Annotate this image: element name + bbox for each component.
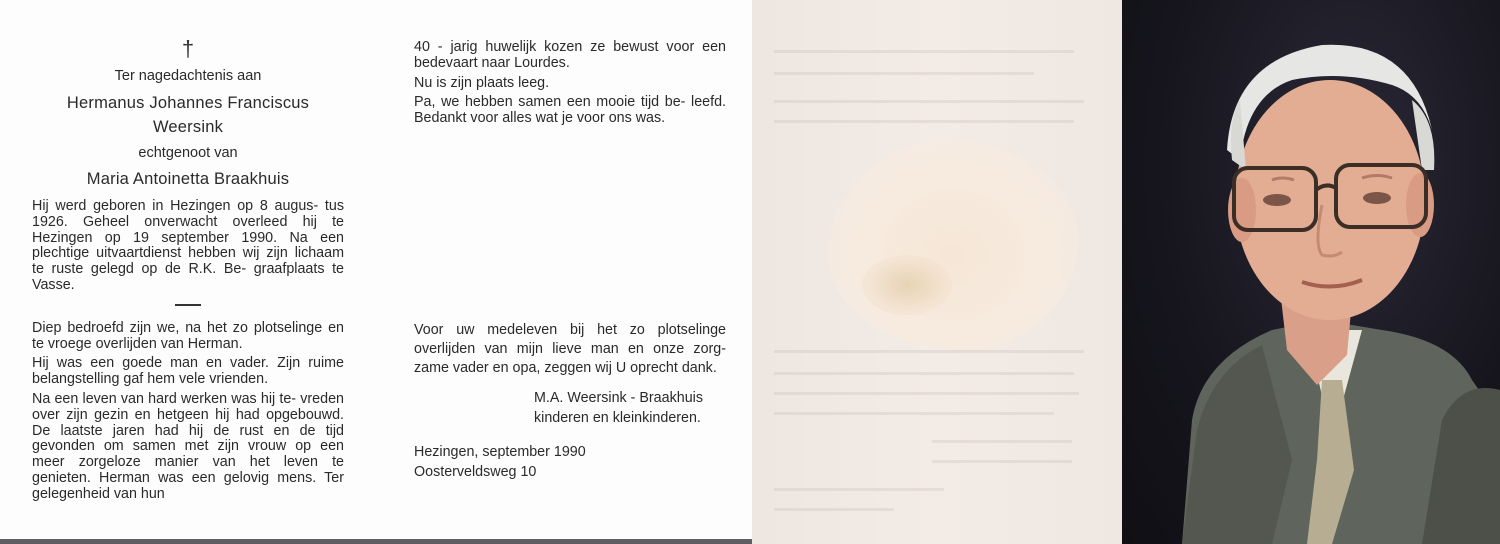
portrait-photo bbox=[1122, 0, 1500, 544]
portrait-illustration bbox=[1122, 0, 1500, 544]
paper-stain bbox=[828, 140, 1078, 350]
life-paragraph: Na een leven van hard werken was hij te- vreden over zijn gezin en hetgeen hij had opgebouwd. De laatste jaren had hij de rust en de tijd gevonden om samen met zijn vrouw op een meer zorgeloze manier van het leven te genieten. Herman was een gelovig mens. Ter gelegenheid van hun bbox=[32, 390, 344, 502]
memorial-card-inside bbox=[0, 0, 752, 541]
card-back-side bbox=[752, 0, 1122, 544]
section-divider bbox=[175, 304, 201, 306]
paper-stain-spot bbox=[862, 255, 952, 315]
spouse-name: Maria Antoinetta Braakhuis bbox=[86, 170, 290, 188]
address: Oosterveldsweg 10 bbox=[414, 463, 537, 480]
deceased-name-line1: Hermanus Johannes Franciscus bbox=[66, 94, 310, 112]
thanks-paragraph: Voor uw medeleven bij het zo plotselinge overlijden van mijn lieve man en onze zorg- zame vader en opa, zeggen wij U oprecht dank. bbox=[414, 321, 726, 376]
farewell-paragraph: Pa, we hebben samen een mooie tijd be- leefd. Bedankt voor alles wat je voor ons was. bbox=[414, 94, 726, 127]
biography-paragraph: Hij werd geboren in Hezingen op 8 augus- tus 1926. Geheel onverwacht overleed hij te Hezingen op 19 september 1990. Na een plechtige uitvaartdienst hebben wij zijn lichaam te ruste gelegd op de R.K. Be- graafplaats te Vasse. bbox=[32, 198, 344, 293]
spouse-of-line: echtgenoot van bbox=[138, 145, 238, 161]
place-date: Hezingen, september 1990 bbox=[414, 443, 586, 460]
empty-place-line: Nu is zijn plaats leeg. bbox=[414, 74, 550, 91]
character-paragraph: Hij was een goede man en vader. Zijn ruime belangstelling gaf hem vele vrienden. bbox=[32, 355, 344, 388]
in-memory-line: Ter nagedachtenis aan bbox=[114, 68, 262, 84]
bottom-border bbox=[0, 539, 752, 544]
right-column bbox=[414, 40, 726, 482]
pilgrimage-paragraph: 40 - jarig huwelijk kozen ze bewust voor een bedevaart naar Lourdes. bbox=[414, 39, 726, 71]
deceased-name-line2: Weersink bbox=[152, 118, 224, 136]
cross-icon: † bbox=[181, 36, 195, 61]
signature-family: kinderen en kleinkinderen. bbox=[534, 409, 701, 426]
signature-name: M.A. Weersink - Braakhuis bbox=[534, 389, 703, 406]
left-column bbox=[32, 36, 344, 503]
grief-paragraph: Diep bedroefd zijn we, na het zo plotselinge en te vroege overlijden van Herman. bbox=[32, 319, 344, 352]
